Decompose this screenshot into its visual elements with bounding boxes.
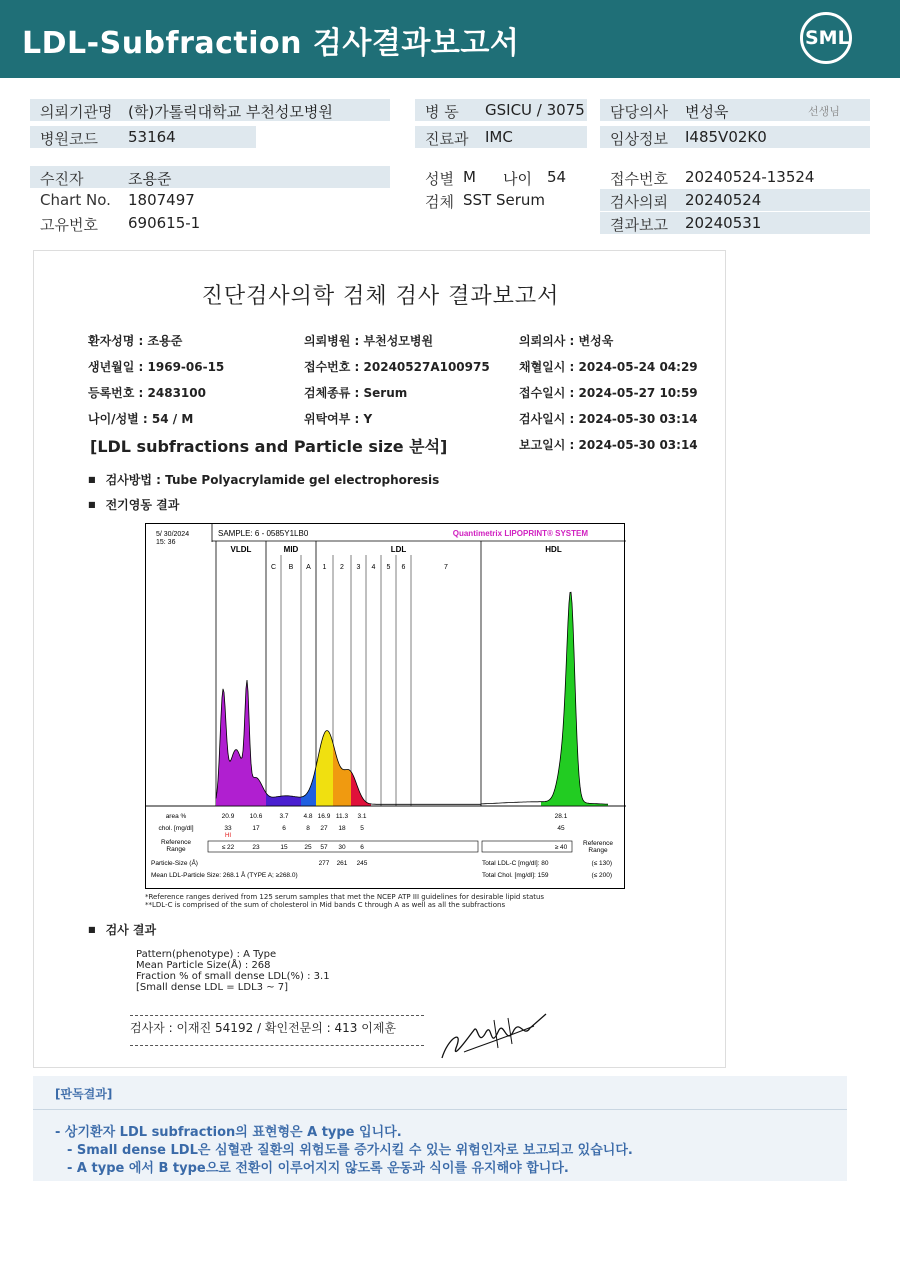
mid-area xyxy=(266,793,301,806)
ref-value: ≤ 22 xyxy=(221,844,235,851)
result-line: [Small dense LDL = LDL3 ~ 7] xyxy=(136,982,289,993)
chart-sample: SAMPLE: 6 - 0585Y1LB0 xyxy=(218,529,309,538)
total-ldl-ref: (≤ 130) xyxy=(591,860,612,867)
group-label: VLDL xyxy=(230,545,252,554)
judgment-line: - A type 에서 B type으로 전환이 이루어지지 않도록 운동과 식이를 유지해야 합니다. xyxy=(67,1161,569,1176)
band-a-area xyxy=(301,767,316,806)
vldl-area xyxy=(216,680,266,806)
band-label: 3 xyxy=(356,564,361,571)
electrophoresis-chart xyxy=(145,523,625,889)
result-date-field: 결과보고 20240531 xyxy=(600,212,870,234)
band-label: C xyxy=(270,564,277,571)
chart-no-field: Chart No. 1807497 xyxy=(40,191,195,209)
report-info: 등록번호 : 2483100 xyxy=(88,386,206,400)
row-label: Reference xyxy=(161,839,191,846)
band-label: 6 xyxy=(401,564,406,571)
judgment-panel xyxy=(33,1076,847,1181)
report-info: 환자성명 : 조용준 xyxy=(88,334,183,348)
result-line: Fraction % of small dense LDL(%) : 3.1 xyxy=(136,971,330,982)
chart-date: 5/ 30/2024 xyxy=(156,531,190,538)
institution-field: 의뢰기관명 (학)가톨릭대학교 부천성모병원 xyxy=(30,99,390,121)
area-value: 20.9 xyxy=(221,813,235,820)
result-line: Mean Particle Size(Å) : 268 xyxy=(136,960,271,971)
signature-image xyxy=(434,1008,554,1068)
hospital-code-field: 병원코드 53164 xyxy=(30,126,256,148)
judgment-line: - Small dense LDL은 심혈관 질환의 위험도를 증가시킬 수 있는 위험인자로 보고되고 있습니다. xyxy=(67,1143,633,1158)
unique-no-field: 고유번호 690615-1 xyxy=(40,214,201,234)
report-subtitle: [LDL subfractions and Particle size 분석] xyxy=(90,437,448,456)
band-label: 1 xyxy=(322,564,327,571)
report-info: 의뢰병원 : 부천성모병원 xyxy=(304,334,434,348)
row-label: chol. [mg/dl] xyxy=(158,825,194,832)
total-chol-ref: (≤ 200) xyxy=(591,872,612,879)
particle-size-value: 261 xyxy=(336,860,348,867)
sex-age-field: 성별 M 나이 54 xyxy=(425,168,567,188)
ref-value: ≥ 40 xyxy=(554,844,568,851)
ref-value: 23 xyxy=(252,844,260,851)
divider xyxy=(130,1045,424,1046)
footnote: *Reference ranges derived from 125 serum samples that met the NCEP ATP III guidelines for desirable lipid status xyxy=(145,893,545,901)
judgment-line: - 상기환자 LDL subfraction의 표현형은 A type 입니다. xyxy=(55,1125,402,1140)
row-label: Range xyxy=(166,846,186,853)
report-info: 검사일시 : 2024-05-30 03:14 xyxy=(519,412,698,426)
divider xyxy=(130,1015,424,1016)
hi-flag: HI xyxy=(225,833,231,839)
hdl-area xyxy=(541,592,608,806)
header-bar xyxy=(0,0,900,78)
report-title: 진단검사의학 검체 검사 결과보고서 xyxy=(201,284,560,309)
report-info: 채혈일시 : 2024-05-24 04:29 xyxy=(519,360,698,374)
area-value: 4.8 xyxy=(303,813,313,820)
sml-logo: SML xyxy=(800,12,852,64)
group-label: MID xyxy=(283,545,299,554)
chol-value: 8 xyxy=(306,825,310,832)
clinical-info-field: 임상정보 I485V02K0 xyxy=(600,126,870,148)
ref-label-right: Range xyxy=(588,847,608,854)
ward-field: 병 동 GSICU / 3075 xyxy=(415,99,587,121)
chol-value: 33 xyxy=(224,825,232,832)
chart-brand: Quantimetrix LIPOPRINT® SYSTEM xyxy=(452,529,588,538)
electro-bullet: ■ 전기영동 결과 xyxy=(88,496,179,513)
chol-value: 18 xyxy=(338,825,346,832)
report-info: 위탁여부 : Y xyxy=(304,412,373,426)
result-line: Pattern(phenotype) : A Type xyxy=(136,949,277,960)
area-value: 16.9 xyxy=(317,813,331,820)
chol-value: 17 xyxy=(252,825,260,832)
report-info: 의뢰의사 : 변성욱 xyxy=(519,334,614,348)
result-bullet: ■ 검사 결과 xyxy=(88,921,156,938)
report-info: 검체종류 : Serum xyxy=(304,386,408,400)
ref-label-right: Reference xyxy=(583,840,613,847)
chol-value: 27 xyxy=(320,825,328,832)
area-value: 10.6 xyxy=(249,813,263,820)
chol-value: 5 xyxy=(360,825,364,832)
judgment-header xyxy=(33,1076,847,1110)
report-time: 보고일시 : 2024-05-30 03:14 xyxy=(519,438,698,452)
specimen-field: 검체 SST Serum xyxy=(425,191,546,211)
ref-value: 6 xyxy=(360,844,364,851)
band-label: A xyxy=(306,564,311,571)
judgment-heading: [판독결과] xyxy=(55,1087,113,1101)
report-info: 나이/성별 : 54 / M xyxy=(88,412,194,426)
total-ldl-text: Total LDL-C [mg/dl]: 80 xyxy=(482,860,549,867)
group-label: LDL xyxy=(390,545,407,554)
band-label: 2 xyxy=(340,564,344,571)
group-label: HDL xyxy=(545,545,562,554)
ref-value: 30 xyxy=(338,844,346,851)
ref-value: 57 xyxy=(320,844,328,851)
ref-value: 15 xyxy=(280,844,288,851)
receipt-field: 접수번호 20240524-13524 xyxy=(610,168,815,188)
footnotes xyxy=(145,893,544,909)
report-info: 접수번호 : 20240527A100975 xyxy=(304,360,490,374)
report-info: 생년월일 : 1969-06-15 xyxy=(88,360,225,374)
mean-size-text: Mean LDL-Particle Size: 268.1 Å (TYPE A; ≥268.0) xyxy=(151,872,298,879)
band-label: 7 xyxy=(444,564,448,571)
chart-time: 15: 36 xyxy=(156,539,176,546)
ref-value: 25 xyxy=(304,844,312,851)
area-value: 11.3 xyxy=(335,813,349,820)
result-lines xyxy=(136,949,330,993)
area-value: 28.1 xyxy=(554,813,568,820)
doctor-field: 담당의사 변성욱 선생님 xyxy=(600,99,870,121)
particle-size-value: 245 xyxy=(356,860,368,867)
chart-svg xyxy=(146,524,626,890)
chol-value: 6 xyxy=(282,825,286,832)
request-date-field: 검사의뢰 20240524 xyxy=(600,189,870,211)
band-label: 4 xyxy=(371,564,376,571)
patient-field: 수진자 조용준 xyxy=(30,166,390,188)
particle-size-value: 277 xyxy=(318,860,330,867)
profile-line xyxy=(216,592,608,804)
row-label: area % xyxy=(165,813,187,820)
band-label: 5 xyxy=(386,564,391,571)
band-label: B xyxy=(288,564,294,571)
chol-value: 45 xyxy=(557,825,565,832)
report-info: 접수일시 : 2024-05-27 10:59 xyxy=(519,386,698,400)
footnote: **LDL-C is comprised of the sum of cholesterol in Mid bands C through A as well as all the subfractions xyxy=(145,901,506,909)
total-chol-text: Total Chol. [mg/dl]: 159 xyxy=(482,872,549,879)
method-bullet: ■ 검사방법 : Tube Polyacrylamide gel electrophoresis xyxy=(88,471,439,488)
department-field: 진료과 IMC xyxy=(415,126,587,148)
area-value: 3.1 xyxy=(357,813,367,820)
area-value: 3.7 xyxy=(279,813,289,820)
ldl1-area xyxy=(316,731,333,807)
row-label: Particle-Size (Å) xyxy=(151,860,198,867)
signature-line: 검사자 : 이재진 54192 / 확인전문의 : 413 이제훈 xyxy=(130,1021,397,1035)
page-title: LDL-Subfraction 검사결과보고서 xyxy=(22,26,520,61)
scanned-report xyxy=(33,250,726,1068)
